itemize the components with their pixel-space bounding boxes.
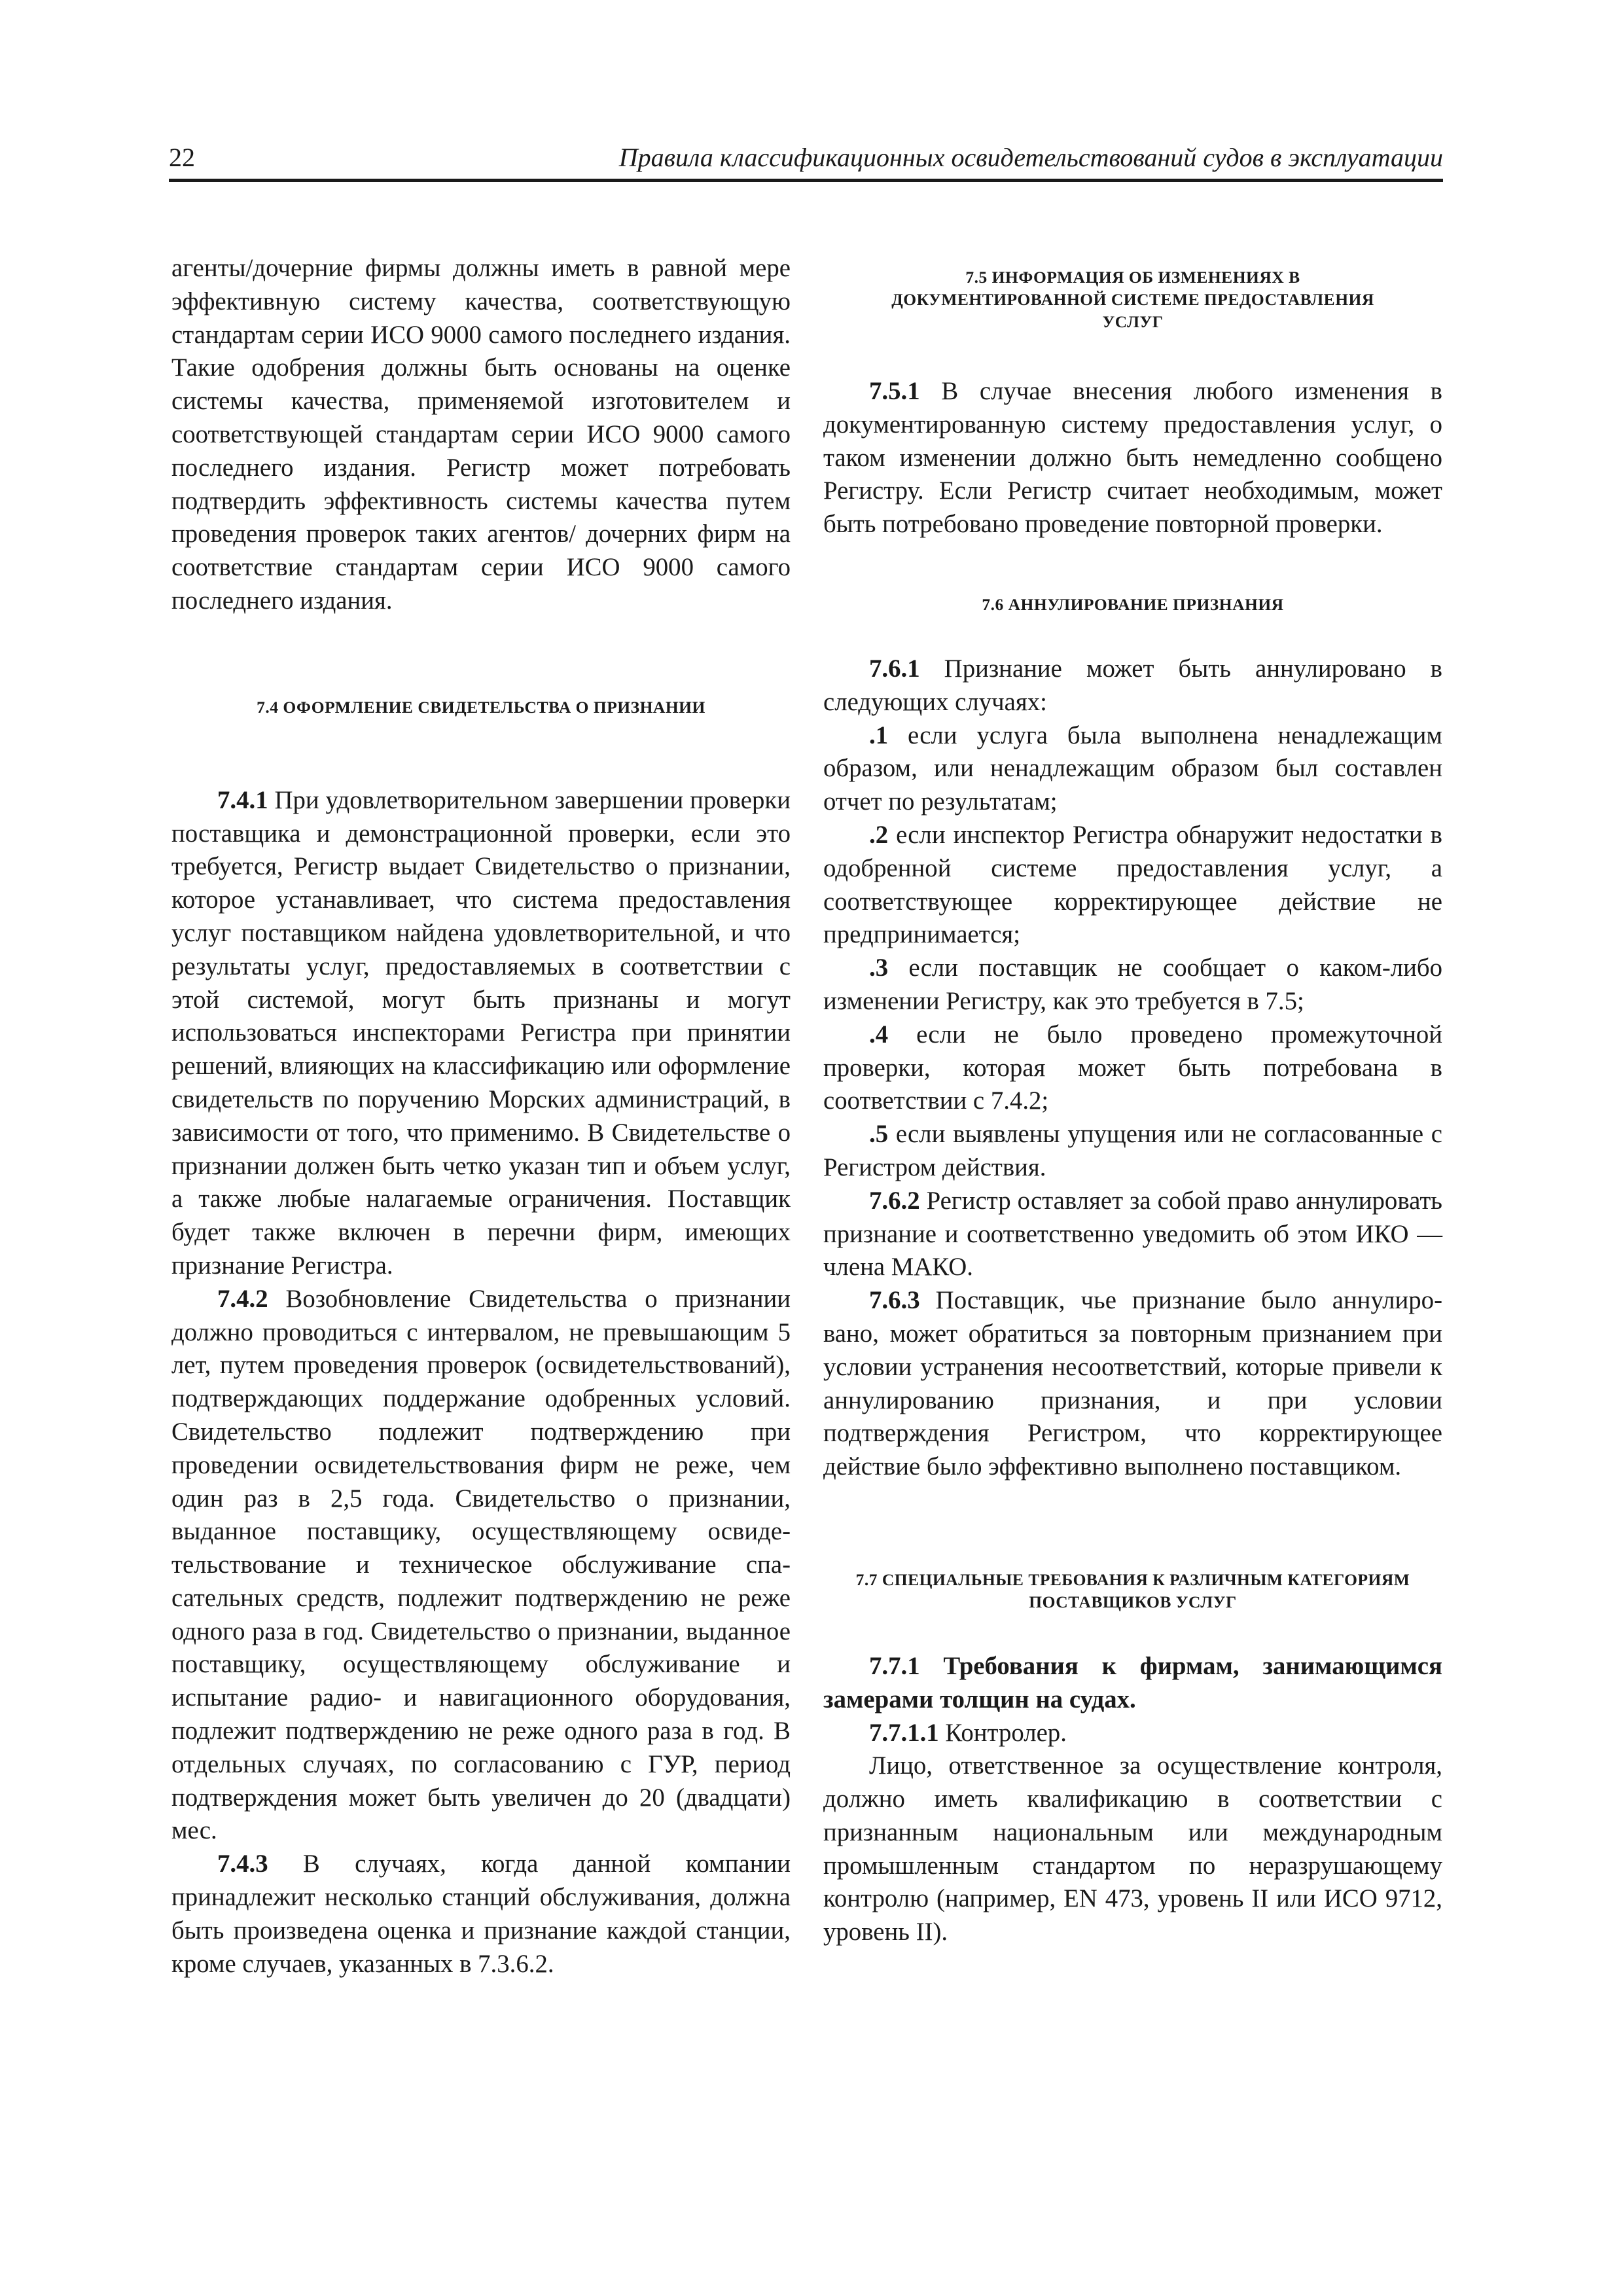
paragraph-7-4-2-number: 7.4.2 [217, 1284, 268, 1313]
paragraph-7-6-2 [823, 1185, 1442, 1284]
right-column [823, 252, 1442, 1949]
subsection-7-7-1-title-text: 7.7.1 Требования к фирмам, занимающимся замерами толщин на судах. [823, 1651, 1442, 1713]
list-item-text: если не было проведено промежуточной проверки, которая может быть потребована в соответствии с 7.4.2; [823, 1020, 1443, 1115]
list-item [823, 952, 1442, 1018]
intro-paragraph: агенты/дочерние фирмы должны иметь в равной мере эффективную систему качества, соответствующую стандартам серии ИСО 9000 самого последнего издания. Такие одобрения должны быть основаны на оценке системы качества, применяемой изготовителем и соответствующей стандартам серии ИСО 9000 самого последнего издания. Регистр может потребовать подтвердить эффективность системы качества путем проведения проверок таких агентов/ дочерних фирм на соответствие стандартам серии ИСО 9000 самого последнего издания. [171, 254, 791, 615]
list-item [823, 819, 1442, 952]
paragraph-7-4-3-text: В случаях, когда данной компании принадлежит несколько станций обслуживания, должна быть произведена оценка и признание каждой станции, кроме случаев, указанных в 7.3.6.2. [171, 1850, 791, 1978]
list-item-number: .2 [869, 820, 889, 849]
paragraph-7-7-1-1-number: 7.7.1.1 [869, 1718, 939, 1747]
list-item [823, 1018, 1442, 1118]
list-item-text: если услуга была выполнена ненадлежащим образом, или ненадлежащим образом был составлен отчет по результатам; [823, 721, 1442, 816]
paragraph-7-6-1-text: Признание может быть аннулировано в следующих случаях: [823, 654, 1442, 716]
running-header [169, 139, 1443, 182]
paragraph-7-6-1 [823, 653, 1442, 719]
paragraph-7-4-2 [171, 1283, 791, 1848]
paragraph-7-5-1 [823, 375, 1442, 541]
section-7-6-heading: 7.6 АННУЛИРОВАНИЕ ПРИЗНАНИЯ [982, 594, 1284, 614]
list-item-number: .1 [869, 721, 889, 749]
paragraph-7-6-3 [823, 1284, 1442, 1484]
list-item-number: .3 [869, 954, 889, 982]
section-7-4-heading: 7.4 ОФОРМЛЕНИЕ СВИДЕТЕЛЬСТВА О ПРИЗНАНИИ [257, 697, 705, 717]
paragraph-7-7-1-1-text: Контролер. [945, 1718, 1067, 1747]
paragraph-7-7-1-1 [823, 1717, 1442, 1750]
list-item-text: если инспектор Регистра обнаружит недостатки в одобренной системе предоставления услуг, а соответствующее корректирующее действие не предпринимается; [823, 820, 1442, 949]
paragraph-7-4-1 [171, 784, 791, 1283]
paragraph-7-6-1-number: 7.6.1 [869, 654, 920, 683]
paragraph-7-4-1-text: При удовлетворительном завершении проверки поставщика и демонстрационной проверки, если это требуется, Регистр выдает Свидетельство о признании, которое устанавливает, что система предоставления услуг поставщиком найдена удовлетворительной, и что результаты услуг, предоставляемых в соответствии с этой системой, могут быть признаны и могут использоваться инспекторами Регистра при принятии решений, влияющих на классификацию или оформление свидетельств по поручению Морских администраций, в зависимости от того, что применимо. В Свидетельстве о признании должен быть четко указан тип и объем услуг, а также любые налагаемые ограничения. Поставщик будет также включен в перечни фирм, имеющих признание Регистра. [171, 785, 791, 1280]
paragraph-7-6-2-text: Регистр оставляет за собой право аннулировать признание и соответственно уведомить об этом ИКО — члена МАКО. [823, 1186, 1442, 1282]
paragraph-7-5-1-text: В случае внесения любого изменения в документированную систему предоставления услуг, о таком изменении должно быть немедленно сообщено Регистру. Если Регистр считает необходимым, может быть потребовано проведение повторной проверки. [823, 377, 1443, 539]
paragraph-7-7-1-1-body: Лицо, ответственное за осуществление контроля, должно иметь квалификацию в соответствии с признанным национальным или международным промышленным стандартом по неразрушающему контролю (например, EN 473, уровень II или ИСО 9712, уровень II). [823, 1751, 1442, 1946]
section-7-5-heading: 7.5 ИНФОРМАЦИЯ ОБ ИЗМЕНЕНИЯХ В ДОКУМЕНТИРОВАННОЙ СИСТЕМЕ ПРЕДОСТАВЛЕНИЯ УСЛУГ [891, 268, 1374, 331]
paragraph-7-6-3-text: Поставщик, чье признание было аннулировано, может обратиться за повторным признанием при условии устранения несоответствий, которые привели к аннулированию признания, и при условии подтверждения Регистром, что корректирующее действие было эффективно выполнено поставщиком. [823, 1286, 1442, 1481]
left-column [171, 252, 791, 1981]
paragraph-7-4-1-number: 7.4.1 [217, 785, 268, 814]
list-item-number: .5 [869, 1120, 889, 1149]
running-title: Правила классификационных освидетельствований судов в эксплуатации [618, 143, 1443, 172]
paragraph-7-4-2-text: Возобновление Свидетельства о признании должно проводиться с интервалом, не превышающим 5 лет, путем проведения проверок (освидетельствований), подтверждающих поддержание одобренных условий. Свидетельство подлежит подтверждению при проведении освидетельствования фирм не реже, чем один раз в 2,5 года. Свидетельство о признании, выданное поставщику, осуществляющему освидетельствование и техническое обслуживание спасательных средств, подлежит подтверждению не реже одного раза в год. Свидетельство о признании, выданное поставщику, осуществляющему обслуживание и испытание радио- и навигационного оборудования, подлежит подтверждению не реже одного раза в год. В отдельных случаях, по согласованию с ГУР, период подтверждения может быть увеличен до 20 (двадцати) мес. [171, 1284, 791, 1845]
list-item-text: если выявлены упущения или не согласованные с Регистром действия. [823, 1120, 1442, 1181]
paragraph-7-5-1-number: 7.5.1 [869, 377, 920, 405]
section-7-7-heading: 7.7 СПЕЦИАЛЬНЫЕ ТРЕБОВАНИЯ К РАЗЛИЧНЫМ КАТЕГОРИЯМ ПОСТАВЩИКОВ УСЛУГ [855, 1570, 1410, 1611]
paragraph-7-6-2-number: 7.6.2 [869, 1186, 920, 1215]
paragraph-7-4-3 [171, 1848, 791, 1981]
subsection-7-7-1-title [823, 1650, 1442, 1717]
list-item-number: .4 [869, 1020, 889, 1049]
page-number: 22 [169, 143, 195, 172]
list-item [823, 1118, 1442, 1185]
list-item [823, 719, 1442, 819]
list-item-text: если поставщик не сообщает о каком-либо изменении Регистру, как это требуется в 7.5; [823, 954, 1443, 1015]
paragraph-7-4-3-number: 7.4.3 [217, 1850, 268, 1878]
paragraph-7-6-3-number: 7.6.3 [869, 1286, 920, 1315]
